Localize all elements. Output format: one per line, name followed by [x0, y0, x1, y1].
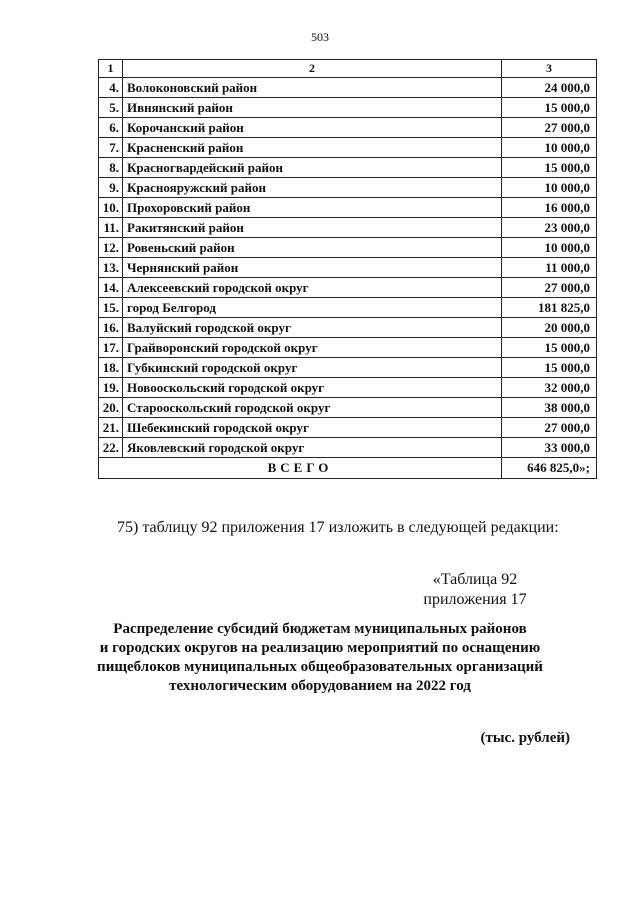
table-total-row: [99, 458, 597, 479]
table-row: [99, 358, 597, 378]
table-row: [99, 98, 597, 118]
row-name: Губкинский городской округ: [123, 358, 502, 378]
table-row: [99, 338, 597, 358]
table-row: [99, 278, 597, 298]
page-number: 503: [311, 30, 329, 44]
title-line: и городских округов на реализацию мероприятий по оснащению: [99, 640, 541, 656]
row-number: 13.: [99, 258, 123, 278]
row-number: 16.: [99, 318, 123, 338]
table-caption: [400, 570, 550, 610]
row-amount: 10 000,0: [502, 138, 597, 158]
row-number: 12.: [99, 238, 123, 258]
row-name: Ровеньский район: [123, 238, 502, 258]
instruction-text: 75) таблицу 92 приложения 17 изложить в следующей редакции:: [117, 519, 559, 536]
row-amount: 27 000,0: [502, 278, 597, 298]
table-row: [99, 438, 597, 458]
row-name: Шебекинский городской округ: [123, 418, 502, 438]
row-amount: 24 000,0: [502, 78, 597, 98]
row-name: Прохоровский район: [123, 198, 502, 218]
row-amount: 20 000,0: [502, 318, 597, 338]
table-row: [99, 418, 597, 438]
row-name: Ракитянский район: [123, 218, 502, 238]
row-number: 14.: [99, 278, 123, 298]
row-number: 21.: [99, 418, 123, 438]
caption-line: приложения 17: [423, 591, 527, 608]
total-label: ВСЕГО: [99, 458, 502, 479]
row-name: Валуйский городской округ: [123, 318, 502, 338]
row-name: Алексеевский городской округ: [123, 278, 502, 298]
row-amount: 32 000,0: [502, 378, 597, 398]
row-name: Корочанский район: [123, 118, 502, 138]
row-amount: 10 000,0: [502, 238, 597, 258]
table-header-row: [99, 60, 597, 78]
row-number: 7.: [99, 138, 123, 158]
column-header: 3: [502, 60, 597, 78]
row-amount: 181 825,0: [502, 298, 597, 318]
row-number: 4.: [99, 78, 123, 98]
table-row: [99, 238, 597, 258]
table-row: [99, 378, 597, 398]
table-title: [70, 620, 570, 696]
title-line: пищеблоков муниципальных общеобразовательных организаций: [97, 659, 543, 675]
row-amount: 15 000,0: [502, 358, 597, 378]
row-amount: 15 000,0: [502, 338, 597, 358]
row-amount: 23 000,0: [502, 218, 597, 238]
row-amount: 15 000,0: [502, 158, 597, 178]
row-number: 19.: [99, 378, 123, 398]
row-number: 15.: [99, 298, 123, 318]
table-row: [99, 298, 597, 318]
units-label: (тыс. рублей): [480, 730, 570, 746]
table-row: [99, 218, 597, 238]
row-number: 11.: [99, 218, 123, 238]
total-amount: 646 825,0»;: [502, 458, 597, 479]
row-number: 20.: [99, 398, 123, 418]
row-amount: 38 000,0: [502, 398, 597, 418]
table-row: [99, 318, 597, 338]
row-amount: 33 000,0: [502, 438, 597, 458]
row-name: Красненский район: [123, 138, 502, 158]
table-row: [99, 398, 597, 418]
row-number: 17.: [99, 338, 123, 358]
table-row: [99, 138, 597, 158]
row-name: город Белгород: [123, 298, 502, 318]
table-row: [99, 158, 597, 178]
row-name: Ивнянский район: [123, 98, 502, 118]
table-row: [99, 78, 597, 98]
row-name: Красногвардейский район: [123, 158, 502, 178]
table-row: [99, 118, 597, 138]
row-name: Яковлевский городской округ: [123, 438, 502, 458]
row-number: 5.: [99, 98, 123, 118]
column-header: 2: [123, 60, 502, 78]
row-amount: 15 000,0: [502, 98, 597, 118]
row-amount: 16 000,0: [502, 198, 597, 218]
subsidy-table: [98, 59, 597, 479]
table-body: [99, 78, 597, 479]
row-name: Чернянский район: [123, 258, 502, 278]
row-number: 6.: [99, 118, 123, 138]
row-number: 8.: [99, 158, 123, 178]
row-amount: 27 000,0: [502, 118, 597, 138]
column-header: 1: [99, 60, 123, 78]
row-name: Краснояружский район: [123, 178, 502, 198]
table-row: [99, 178, 597, 198]
table-row: [99, 198, 597, 218]
row-number: 9.: [99, 178, 123, 198]
row-name: Грайворонский городской округ: [123, 338, 502, 358]
row-amount: 27 000,0: [502, 418, 597, 438]
row-name: Старооскольский городской округ: [123, 398, 502, 418]
row-amount: 10 000,0: [502, 178, 597, 198]
row-number: 10.: [99, 198, 123, 218]
table-row: [99, 258, 597, 278]
row-name: Волоконовский район: [123, 78, 502, 98]
title-line: технологическим оборудованием на 2022 год: [169, 678, 471, 694]
row-number: 18.: [99, 358, 123, 378]
caption-line: «Таблица 92: [432, 571, 518, 588]
row-amount: 11 000,0: [502, 258, 597, 278]
title-line: Распределение субсидий бюджетам муниципальных районов: [113, 621, 527, 637]
row-name: Новооскольский городской округ: [123, 378, 502, 398]
row-number: 22.: [99, 438, 123, 458]
